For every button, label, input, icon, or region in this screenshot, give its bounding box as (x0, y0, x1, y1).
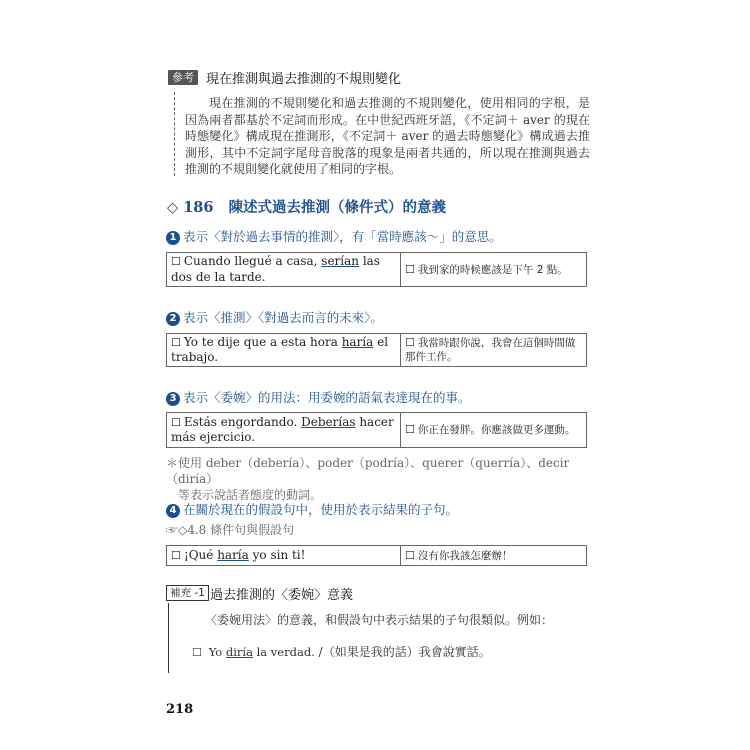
example-verb: diría (225, 645, 253, 659)
checkbox-icon: ☐ (405, 423, 415, 436)
example-text: el trabajo. (171, 334, 389, 364)
supplement-body: 〈委婉用法〉的意義，和假設句中表示結果的子句很類似。例如： (205, 613, 554, 627)
translation-text: 我當時跟你說，我會在這個時間做那件工作。 (405, 337, 576, 363)
example-spanish (167, 413, 401, 447)
item-heading-3 (166, 388, 471, 406)
example-text: Yo te dije que a esta hora (183, 334, 342, 349)
example-text: hacer más ejercicio. (171, 414, 394, 444)
example-text: yo sin ti! (248, 547, 306, 562)
example-spanish (167, 253, 401, 286)
supplement-divider (168, 603, 169, 673)
example-verb: haría (217, 547, 249, 562)
checkbox-icon: ☐ (171, 548, 181, 562)
circled-number-icon: 3 (166, 392, 180, 406)
example-box-2 (166, 333, 587, 367)
example-translation (401, 546, 586, 565)
section-number: 186 (183, 199, 214, 216)
checkbox-icon: ☐ (405, 336, 415, 349)
example-box-3 (166, 412, 587, 448)
item-heading-1 (166, 227, 502, 245)
section-title (167, 196, 446, 217)
example-text: Cuando llegué a casa, (183, 254, 322, 268)
item-heading-text: 表示〈推測〉〈對過去而言的未來〉。 (183, 310, 384, 325)
circled-number-icon: 4 (166, 504, 180, 518)
reference-title: 現在推測與過去推測的不規則變化 (206, 72, 402, 87)
circled-number-icon: 1 (166, 231, 180, 245)
page-number: 218 (166, 702, 194, 717)
reference-divider (174, 92, 175, 176)
checkbox-icon: ☐ (171, 255, 181, 268)
item-heading-text: 表示〈對於過去事情的推測〉，有「當時應該～」的意思。 (183, 229, 502, 244)
example-verb: Deberías (301, 414, 356, 429)
checkbox-icon: ☐ (192, 646, 202, 659)
reference-badge: 參考 (168, 70, 198, 85)
usage-note-line: ＊使用 deber（debería）、poder（podría）、querer（querría）、decir（diría） (166, 456, 570, 486)
translation-text: /（如果是我的話）我會說實話。 (314, 645, 491, 659)
example-text: las dos de la tarde. (171, 254, 380, 284)
diamond-icon: ◇ (167, 200, 179, 216)
item-heading-4 (166, 500, 458, 518)
supplement-badge: 補充 -1 (166, 585, 209, 601)
example-text: la verdad. (252, 645, 315, 659)
example-verb: haría (341, 334, 374, 349)
example-box-1 (166, 252, 587, 287)
checkbox-icon: ☐ (171, 415, 181, 429)
example-spanish (167, 334, 401, 366)
item-heading-2 (166, 308, 383, 326)
example-text: ¡Qué (183, 547, 218, 562)
supplement-example (192, 643, 491, 660)
example-text: Yo (208, 645, 226, 659)
usage-note-line: 等表示說話者態度的動詞。 (178, 488, 323, 502)
checkbox-icon: ☐ (405, 262, 415, 276)
section-title-text: 陳述式過去推測（條件式）的意義 (228, 200, 447, 216)
example-translation (401, 413, 586, 447)
checkbox-icon: ☐ (405, 548, 415, 562)
example-verb: serían (321, 254, 359, 268)
checkbox-icon: ☐ (171, 335, 181, 349)
example-translation (401, 253, 586, 286)
translation-text: 沒有你我該怎麼辦！ (417, 549, 513, 562)
item-heading-text: 在關於現在的假設句中，使用於表示結果的子句。 (183, 502, 459, 517)
translation-text: 我到家的時候應該是下午 2 點。 (417, 263, 568, 276)
reference-body: 現在推測的不規則變化和過去推測的不規則變化，使用相同的字根，是因為兩者都基於不定詞而形成。在中世紀西班牙語，《不定詞＋ aver 的現在時態變化》構成現在推測形，《不定詞＋ aver 的過去時態變化》構成過去推測形，其中不定詞字尾母音脫落的現象是兩者共通的，所以現在推測與過去推測的不規則變化就使用了相同的字根。 (185, 96, 590, 176)
example-translation (401, 334, 586, 366)
example-box-4 (166, 545, 587, 566)
example-spanish (167, 546, 401, 565)
supplement-title: 過去推測的〈委婉〉意義 (210, 588, 354, 603)
circled-number-icon: 2 (166, 312, 180, 326)
item-heading-text: 表示〈委婉〉的用法：用委婉的語氣表達現在的事。 (183, 390, 471, 405)
translation-text: 你正在發胖。你應該做更多運動。 (417, 424, 576, 436)
usage-note (166, 455, 591, 503)
cross-reference: ☞◇4.8 條件句與假設句 (166, 523, 295, 537)
example-text: Estás engordando. (183, 414, 302, 429)
